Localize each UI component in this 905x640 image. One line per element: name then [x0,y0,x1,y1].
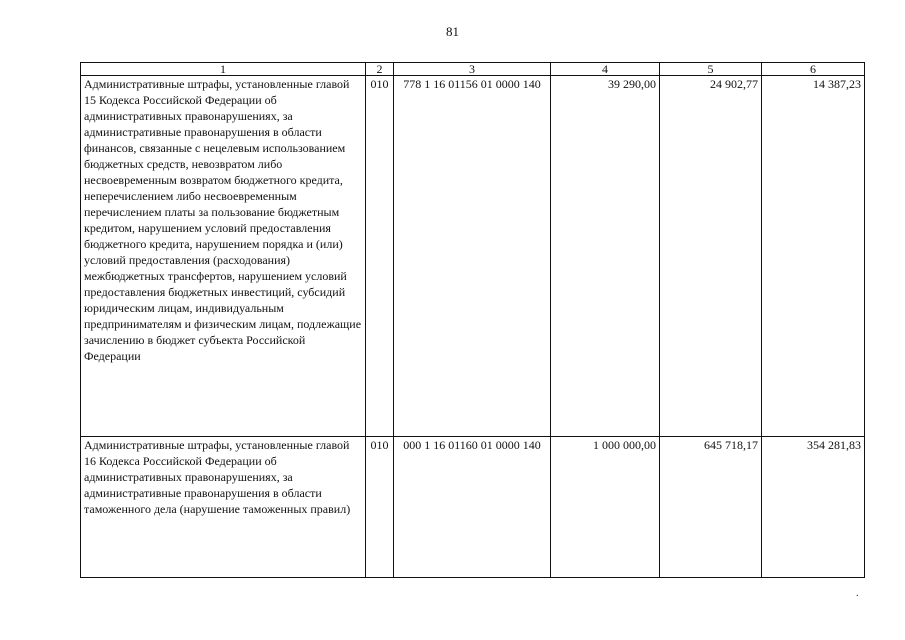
header-col-3: 3 [394,63,551,76]
table-row [81,437,865,578]
row-budget-classification-code: 778 1 16 01156 01 0000 140 [394,76,551,437]
row-budget-classification-code: 000 1 16 01160 01 0000 140 [394,437,551,578]
row-value-col5: 24 902,77 [660,76,762,437]
header-col-5: 5 [660,63,762,76]
row-value-col6: 14 387,23 [762,76,865,437]
scan-mark: . [856,588,859,599]
row-description: Административные штрафы, установленные главой 15 Кодекса Российской Федерации об административных правонарушениях, за административные правонарушения в области финансов, связанные с нецелевым использованием бюджетных средств, невозвратом либо несвоевременным возвратом бюджетного кредита, неперечислением либо несвоевременным перечислением платы за пользование бюджетным кредитом, нарушением условий предоставления бюджетного кредита, нарушением порядка и (или) условий предоставления (расходования) межбюджетных трансфертов, нарушением условий предоставления бюджетных инвестиций, субсидий юридическим лицам, индивидуальным предпринимателям и физическим лицам, подлежащие зачислению в бюджет субъекта Российской Федерации [81,76,366,437]
row-line-code: 010 [366,76,394,437]
column-number-row [81,63,865,76]
row-value-col6: 354 281,83 [762,437,865,578]
header-col-1: 1 [81,63,366,76]
header-col-6: 6 [762,63,865,76]
report-table [80,62,865,578]
header-col-2: 2 [366,63,394,76]
table-row [81,76,865,437]
row-description: Административные штрафы, установленные главой 16 Кодекса Российской Федерации об административных правонарушениях, за административные правонарушения в области таможенного дела (нарушение таможенных правил) [81,437,366,578]
page-number: 81 [446,24,459,39]
row-line-code: 010 [366,437,394,578]
row-value-col4: 39 290,00 [551,76,660,437]
header-col-4: 4 [551,63,660,76]
row-value-col4: 1 000 000,00 [551,437,660,578]
row-value-col5: 645 718,17 [660,437,762,578]
